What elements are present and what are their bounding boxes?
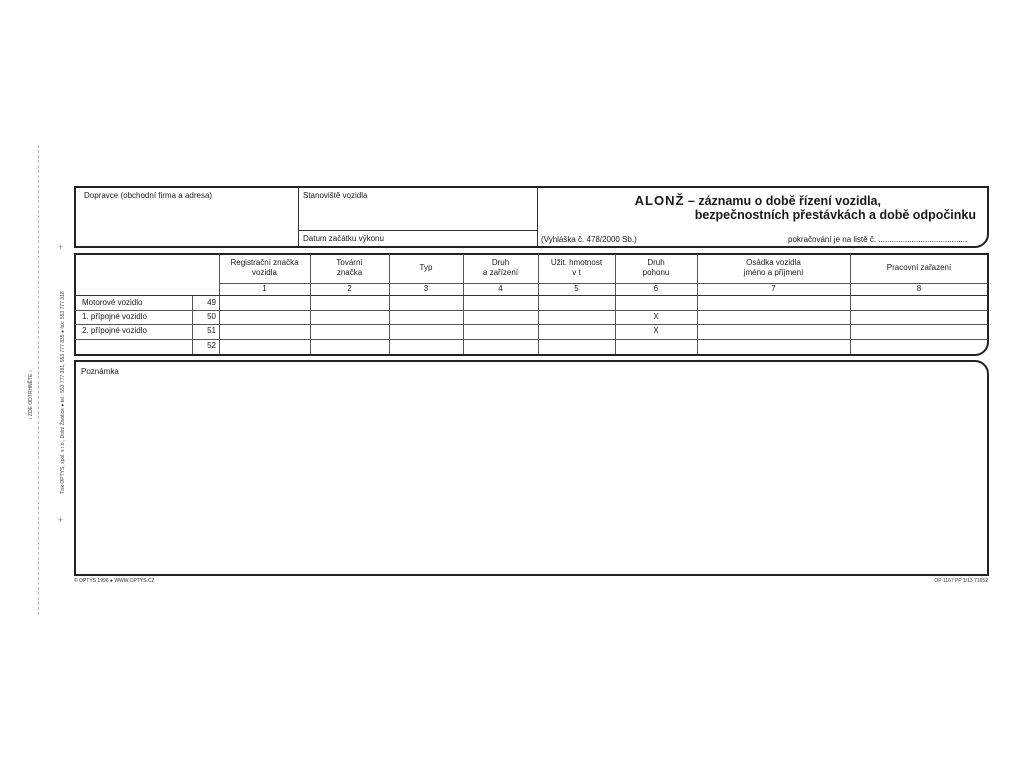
row-label: 2. přípojné vozidlo <box>82 326 147 335</box>
column-header-6: Druh pohonu <box>642 258 670 277</box>
carrier-label: Dopravce (obchodní firma a adresa) <box>84 191 213 200</box>
row-code: 50 <box>207 312 216 321</box>
row-label: 1. přípojné vozidlo <box>82 312 147 321</box>
row-code: 49 <box>207 298 216 307</box>
footer-left: © OPTYS 1996 ● WWW.OPTYS.CZ <box>74 578 155 584</box>
column-header-5: Užit. hmotnost v t <box>550 258 603 277</box>
column-number-7: 7 <box>771 284 776 293</box>
row-drive-mark: X <box>653 326 659 335</box>
cut-here-label: ↓ ZDE ODTRHNĚTE ↓ <box>28 369 34 420</box>
row-drive-mark: X <box>653 312 659 321</box>
note-box[interactable] <box>74 360 989 576</box>
form-title-line2: bezpečnostních přestávkách a době odpočinku <box>694 208 976 222</box>
column-number-6: 6 <box>653 284 659 293</box>
header-bottom-line <box>75 295 988 296</box>
start-date-label: Datum začátku výkonu <box>303 234 384 243</box>
column-header-7: Osádka vozidla jméno a příjmení <box>743 258 804 277</box>
column-number-1: 1 <box>262 284 267 293</box>
column-number-2: 2 <box>347 284 352 293</box>
column-number-5: 5 <box>574 284 579 293</box>
column-number-3: 3 <box>423 284 429 293</box>
row-line <box>75 339 988 340</box>
perforation-line <box>38 145 39 615</box>
form-title <box>635 193 881 208</box>
station-label: Stanoviště vozidla <box>303 191 368 200</box>
row-code: 51 <box>207 326 216 335</box>
decree-label: (Vyhláška č. 478/2000 Sb.) <box>541 235 637 244</box>
form-title-rest: – záznamu o době řízení vozidla, <box>684 194 881 208</box>
row-label: Motorové vozidlo <box>82 298 143 307</box>
plus-mark-top: + <box>58 242 64 252</box>
column-header-2: Tovární značka <box>336 258 363 277</box>
continuation-label: pokračování je na listě č. ........................................ <box>788 235 968 244</box>
plus-mark-bottom: + <box>58 515 64 525</box>
row-code: 52 <box>207 341 216 350</box>
print-info: Tisk OPTYS, spol. s r.o., Dolní Životice ● tel.: 553 777 381, 553 777 335 ● fax: 553 777 318 <box>60 291 66 494</box>
note-label: Poznámka <box>81 367 119 376</box>
footer-right: OP 1167 PP 1/13 71652 <box>934 578 988 584</box>
column-header-4: Druh a zařízení <box>482 258 519 277</box>
form-title-strong: ALONŽ <box>634 193 685 208</box>
column-number-4: 4 <box>498 284 503 293</box>
row-line <box>75 310 988 311</box>
column-header-8: Pracovní zařazení <box>886 263 952 272</box>
column-header-3: Typ <box>419 263 433 272</box>
row-line <box>75 324 988 325</box>
column-number-8: 8 <box>916 284 922 293</box>
column-header-1: Registrační značka vozidla <box>230 258 299 277</box>
